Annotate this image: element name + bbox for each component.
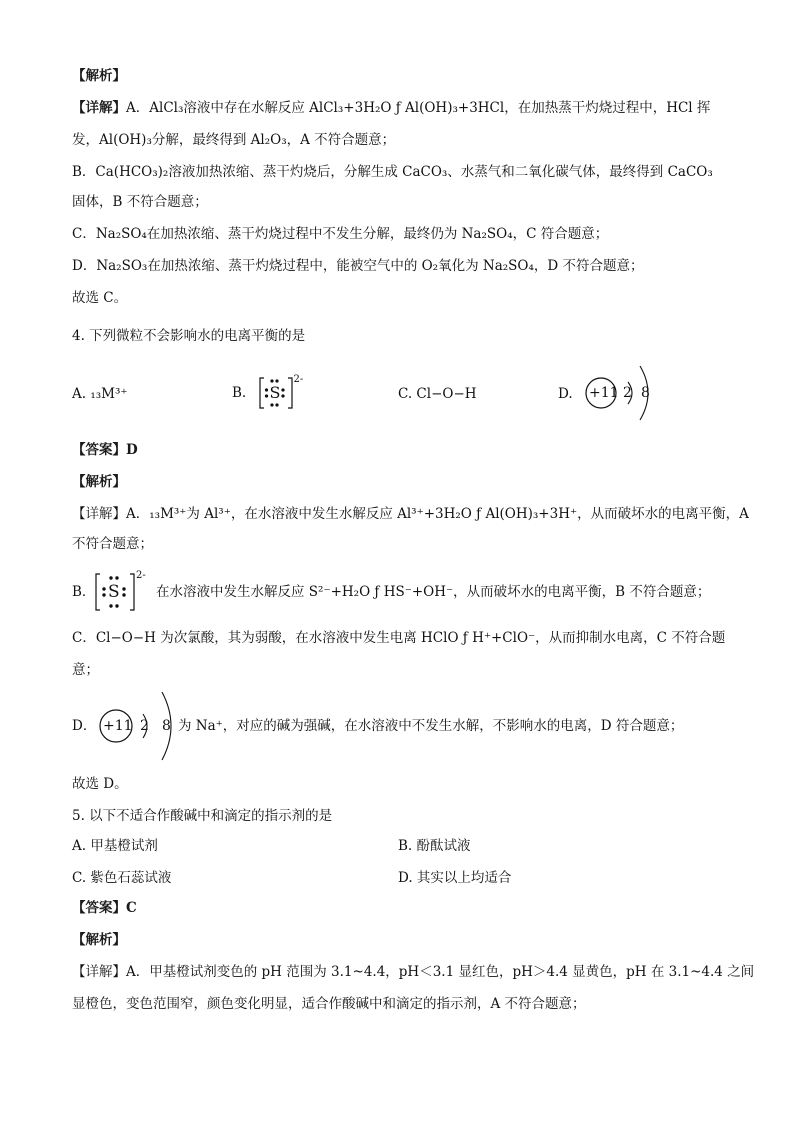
q3-d-line: D．Na₂SO₃在加热浓缩、蒸干灼烧过程中，能被空气中的 O₂氧化为 Na₂SO₄，D 不符合题意； — [72, 258, 644, 274]
q3-a-line2: 发，Al(OH)₃分解，最终得到 Al₂O₃，A 不符合题意； — [72, 132, 396, 148]
atom-shell2-count: 8 — [641, 385, 650, 401]
detail-atom-nucleus-label: +11 — [103, 718, 133, 734]
q4-detail-c-line2: 意； — [72, 662, 99, 678]
detail-atom-shell2-count: 8 — [162, 718, 171, 734]
q4-detail-a-line2: 不符合题意； — [72, 536, 153, 552]
q5-option-a: A. 甲基橙试剂 — [72, 838, 158, 854]
q4-analysis-tag: 【解析】 — [72, 474, 126, 490]
q4-option-c: C. Cl−O−H — [398, 386, 477, 402]
q4-conclusion: 故选 D。 — [72, 776, 128, 792]
detail-atom-shell1-count: 2 — [140, 718, 149, 734]
detail-sulfide-charge: 2- — [136, 570, 146, 581]
detail-sulfide-diagram — [92, 572, 152, 612]
q3-detail-tag: 【详解】 — [72, 100, 126, 116]
q4-option-b — [232, 376, 303, 412]
q4-detail-b-label: B． — [72, 584, 96, 600]
q4-stem: 4. 下列微粒不会影响水的电离平衡的是 — [72, 328, 306, 344]
sulfide-electron-diagram — [257, 376, 303, 410]
q3-b-line2: 固体，B 不符合题意； — [72, 194, 208, 210]
atom-nucleus-label: +11 — [589, 385, 619, 401]
q5-analysis-tag: 【解析】 — [72, 932, 126, 948]
q4-answer: 【答案】D — [72, 442, 138, 458]
detail-sodium-atom-diagram — [96, 688, 180, 764]
q3-conclusion: 故选 C。 — [72, 290, 128, 306]
q4-option-b-label: B. — [232, 385, 247, 401]
q5-stem: 5. 以下不适合作酸碱中和滴定的指示剂的是 — [72, 808, 333, 824]
q3-b-line1: B．Ca(HCO₃)₂溶液加热浓缩、蒸干灼烧后，分解生成 CaCO₃、水蒸气和二氧化碳气体，最终得到 CaCO₃ — [72, 164, 713, 180]
q5-option-c: C. 紫色石蕊试液 — [72, 870, 172, 886]
q5-option-d: D. 其实以上均适合 — [398, 870, 512, 886]
q4-detail-c-line1: C．Cl−O−H 为次氯酸，其为弱酸，在水溶液中发生电离 HClO ƒ H⁺+ClO⁻，从而抑制水电离，C 不符合题 — [72, 630, 726, 646]
q3-a-text: A．AlCl₃溶液中存在水解反应 AlCl₃+3H₂O ƒ Al(OH)₃+3HCl，在加热蒸干灼烧过程中，HCl 挥 — [126, 100, 711, 116]
q4-detail-a-line1: 【详解】A．₁₃M³⁺为 Al³⁺，在水溶液中发生水解反应 Al³⁺+3H₂O ƒ Al(OH)₃+3H⁺，从而破坏水的电离平衡，A — [72, 506, 749, 522]
q5-option-b: B. 酚酞试液 — [398, 838, 471, 854]
detail-sulfide-symbol: S — [108, 582, 120, 602]
q4-detail-d-label: D． — [72, 718, 97, 734]
q3-analysis-tag: 【解析】 — [72, 68, 126, 84]
q4-detail-d-text: 为 Na⁺，对应的碱为强碱，在水溶液中不发生水解，不影响水的电离，D 符合题意； — [178, 718, 684, 734]
q3-c-line: C．Na₂SO₄在加热浓缩、蒸干灼烧过程中不发生分解，最终仍为 Na₂SO₄，C 符合题意； — [72, 226, 609, 242]
sulfide-charge: 2- — [293, 374, 304, 385]
q4-option-d-label: D. — [558, 386, 573, 402]
sodium-atom-diagram — [580, 362, 660, 422]
q5-detail-a-line1: 【详解】A．甲基橙试剂变色的 pH 范围为 3.1~4.4，pH＜3.1 显红色，pH＞4.4 显黄色，pH 在 3.1~4.4 之间 — [72, 964, 755, 980]
q5-detail-a-line2: 显橙色，变色范围窄，颜色变化明显，适合作酸碱中和滴定的指示剂，A 不符合题意； — [72, 996, 586, 1012]
atom-shell1-count: 2 — [623, 385, 632, 401]
q4-detail-b-text: 在水溶液中发生水解反应 S²⁻+H₂O ƒ HS⁻+OH⁻，从而破坏水的电离平衡，B 不符合题意； — [156, 584, 711, 600]
q5-answer: 【答案】C — [72, 900, 137, 916]
q3-detail-a-line1 — [72, 98, 750, 118]
q4-option-a: A. ₁₃M³⁺ — [72, 386, 128, 402]
sulfide-symbol: S — [269, 383, 281, 402]
